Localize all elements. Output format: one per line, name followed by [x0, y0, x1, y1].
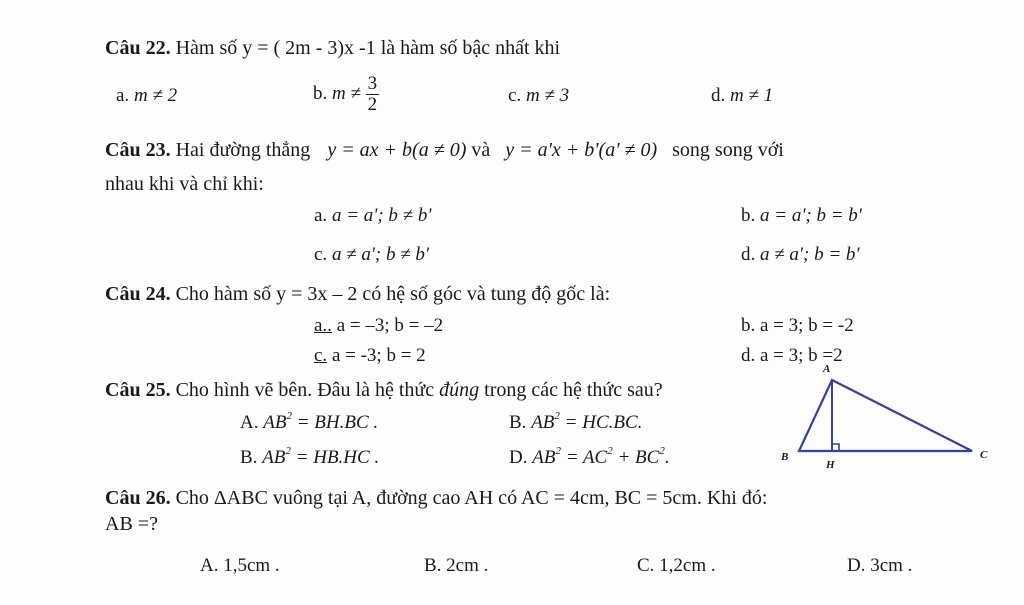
option-b [313, 70, 379, 118]
option-B [509, 411, 642, 435]
option-letter: c. [508, 85, 522, 106]
option-a [314, 314, 443, 338]
option-text: a ≠ a'; b ≠ b' [331, 244, 429, 265]
option-b [741, 204, 862, 228]
question-emphasis: đúng [439, 379, 480, 401]
option-text: m ≠ 2 [133, 85, 178, 106]
vertex-label-B: B [781, 451, 789, 463]
option-text: a ≠ a'; b = b' [760, 244, 860, 265]
option-c [508, 84, 569, 108]
option-B: B. 2cm . [424, 555, 489, 576]
question-text: Cho hình vẽ bên. Đâu là hệ thức [175, 379, 435, 401]
option-letter: a. [314, 205, 328, 226]
option-D [509, 446, 670, 470]
vertex-label-C: C [980, 449, 988, 461]
option-letter: d. [741, 244, 756, 265]
option-letter: B. [240, 447, 258, 468]
option-letter: b. [741, 205, 756, 226]
question-text: Cho ΔABC vuông tại A, đường cao AH có AC = 4cm, BC = 5cm. Khi đó: [175, 487, 768, 509]
question-23-line2: nhau khi và chỉ khi: [105, 173, 264, 195]
vertex-label-H: H [826, 459, 835, 470]
question-23 [105, 138, 784, 162]
option-text: a = –3; b = –2 [336, 315, 444, 336]
option-A: A. 1,5cm . [200, 555, 280, 576]
option-text: a = -3; b = 2 [331, 345, 426, 366]
option-letter: b. [741, 315, 756, 336]
option-d [741, 243, 859, 267]
option-text: a = 3; b =2 [760, 345, 843, 366]
option-D: D. 3cm . [847, 555, 913, 576]
question-text: Hàm số y = ( 2m - 3)x -1 là hàm số bậc nhất khi [175, 37, 561, 59]
question-text-end: trong các hệ thức sau? [484, 379, 663, 401]
option-text: $AB^2 = AC^2 + BC^2$. [532, 445, 670, 468]
option-A [240, 411, 378, 435]
option-a [116, 84, 177, 108]
option-letter: b. [313, 83, 328, 104]
option-text: a = 3; b = -2 [760, 315, 854, 336]
option-text: a = a'; b = b' [760, 205, 862, 226]
option-text: m ≠ 1 [730, 85, 774, 106]
question-label: Câu 23. [105, 139, 171, 161]
question-22 [105, 36, 560, 60]
option-text: $AB^2 = BH.BC$ . [263, 410, 379, 433]
question-24 [105, 282, 610, 306]
vertex-label-A: A [823, 363, 831, 375]
question-label: Câu 24. [105, 283, 171, 305]
option-letter: a.. [314, 315, 332, 336]
option-text: m ≠ [332, 83, 361, 104]
option-c [314, 243, 429, 267]
question-25 [105, 378, 663, 402]
question-text: Cho hàm số y = 3x – 2 có hệ số góc và tung độ gốc là: [175, 283, 611, 305]
question-26 [105, 486, 767, 510]
conjunction: và [471, 139, 491, 161]
option-d [711, 84, 773, 108]
option-b [741, 314, 854, 338]
equation-1: y = ax + b(a ≠ 0) [327, 139, 467, 161]
question-26-line2: AB =? [105, 513, 158, 535]
option-C [240, 446, 379, 470]
option-letter: d. [711, 85, 726, 106]
option-letter: c. [314, 244, 328, 265]
option-text: $AB^2 = HB.HC$ . [262, 445, 380, 468]
option-letter: d. [741, 345, 756, 366]
question-text-end: song song với [672, 139, 784, 161]
fraction-numerator: 3 [367, 73, 378, 95]
option-text: m ≠ 3 [525, 85, 570, 106]
option-letter: B. [509, 412, 527, 433]
equation-2: y = a'x + b'(a' ≠ 0) [505, 139, 658, 161]
option-C: C. 1,2cm . [637, 555, 716, 576]
question-text: Hai đường thẳng [175, 139, 311, 161]
triangle-ABC [799, 380, 972, 451]
option-letter: A. [240, 412, 259, 433]
option-text: $AB^2 = HC.BC$. [531, 410, 643, 433]
option-text: a = a'; b ≠ b' [331, 205, 432, 226]
right-triangle-figure [775, 360, 1005, 470]
question-label: Câu 22. [105, 37, 171, 59]
option-a [314, 204, 431, 228]
option-c [314, 344, 426, 368]
fraction-denominator: 2 [367, 94, 378, 116]
question-label: Câu 25. [105, 379, 171, 401]
option-letter: D. [509, 447, 528, 468]
fraction [366, 74, 380, 115]
option-letter: c. [314, 345, 328, 366]
question-label: Câu 26. [105, 487, 171, 509]
option-letter: a. [116, 85, 130, 106]
